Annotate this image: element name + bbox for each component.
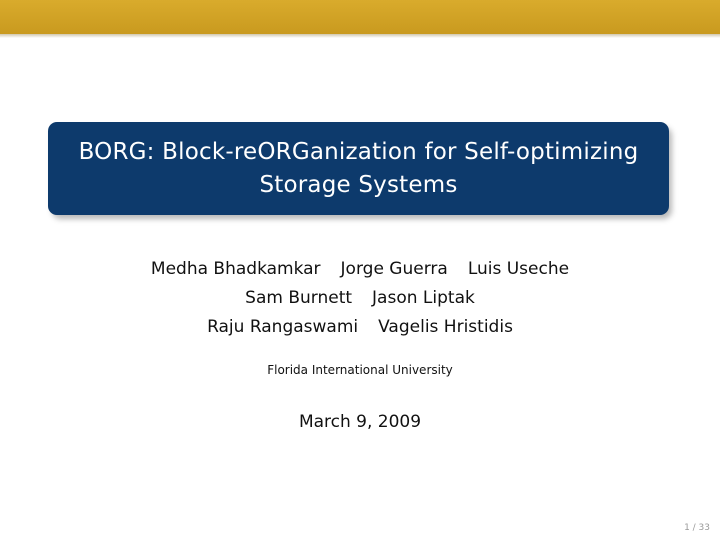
author-name: Jason Liptak xyxy=(372,288,475,308)
institute: Florida International University xyxy=(267,363,453,377)
author-name: Jorge Guerra xyxy=(340,259,448,279)
title-line-1: BORG: Block-reORGanization for Self-optimizing xyxy=(78,138,639,165)
author-row xyxy=(0,284,720,313)
author-row xyxy=(0,255,720,284)
author-row xyxy=(0,313,720,342)
title-box xyxy=(48,122,669,215)
author-list xyxy=(0,255,720,342)
author-name: Sam Burnett xyxy=(245,288,353,308)
page-number: 1 / 33 xyxy=(684,523,710,533)
header-bar-shadow xyxy=(0,34,720,38)
title-line-2: Storage Systems xyxy=(259,171,458,198)
author-name: Medha Bhadkamkar xyxy=(150,259,321,279)
author-name: Vagelis Hristidis xyxy=(378,317,513,337)
author-name: Luis Useche xyxy=(467,259,570,279)
presentation-date: March 9, 2009 xyxy=(298,412,422,432)
header-bar xyxy=(0,0,720,34)
author-name: Raju Rangaswami xyxy=(207,317,359,337)
